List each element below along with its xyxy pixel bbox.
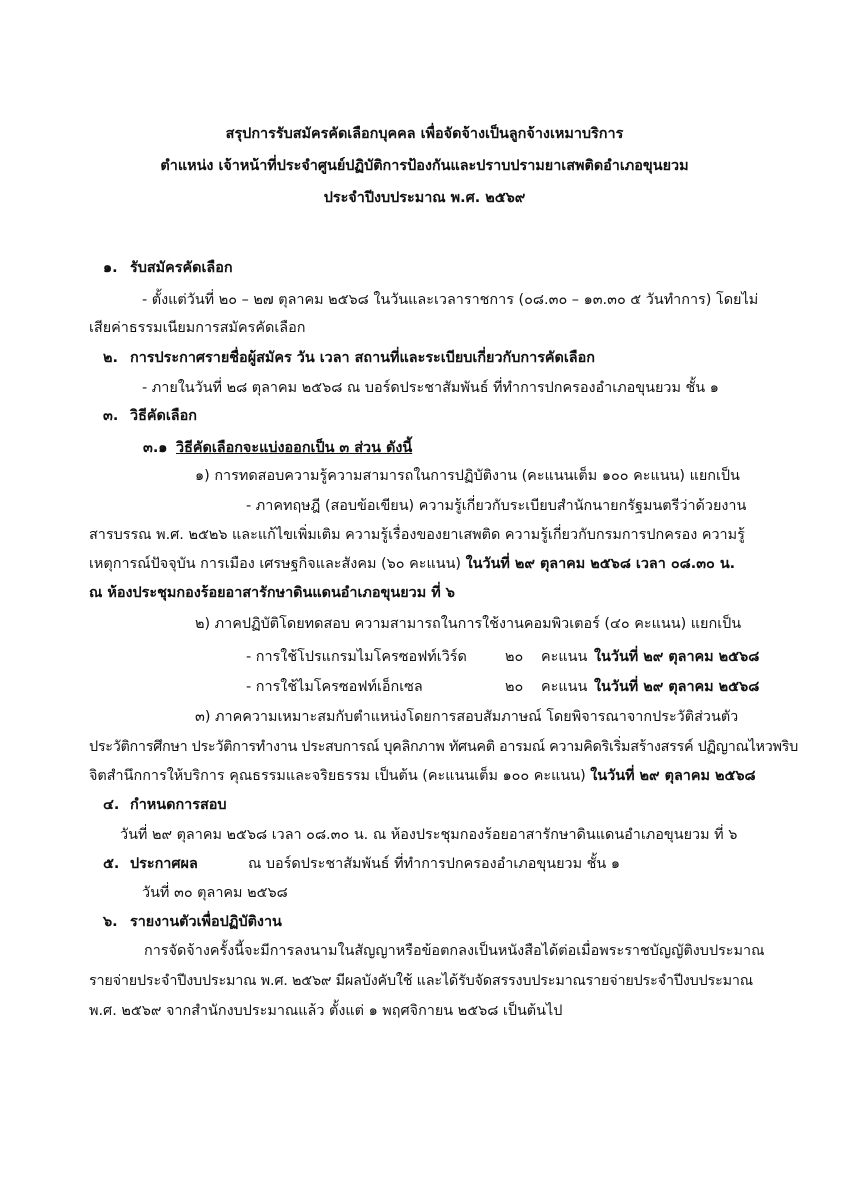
part-1-line-2: - ภาคทฤษฎี (สอบข้อเขียน) ความรู้เกี่ยวกับระเบียบสำนักนายกรัฐมนตรีว่าด้วยงาน <box>246 498 747 514</box>
part-2-item-excel-points: ๒๐ <box>505 679 524 695</box>
section-3-1-heading: วิธีคัดเลือกจะแบ่งออกเป็น ๓ ส่วน ดังนี้ <box>176 440 413 456</box>
section-6-line-2: รายจ่ายประจำปีงบประมาณ พ.ศ. ๒๕๖๙ มีผลบังคับใช้ และได้รับจัดสรรงบประมาณรายจ่ายประจำปีงบประมาณ <box>89 973 753 989</box>
part-3-line-3 <box>89 766 756 786</box>
section-6-number: ๖. <box>103 914 118 930</box>
section-5-line-1: วันที่ ๓๐ ตุลาคม ๒๕๖๘ <box>142 885 288 901</box>
section-3-1-number: ๓.๑ <box>143 440 168 456</box>
part-1-line-4-text: เหตุการณ์ปัจจุบัน การเมือง เศรษฐกิจและสังคม (๖๐ คะแนน) <box>89 556 466 572</box>
section-5-heading: ประกาศผล <box>130 856 198 872</box>
part-2-line-1: ๒) ภาคปฏิบัติโดยทดสอบ ความสามารถในการใช้งานคอมพิวเตอร์ (๔๐ คะแนน) แยกเป็น <box>195 616 742 632</box>
part-1-line-4 <box>89 554 735 574</box>
section-3-heading: วิธีคัดเลือก <box>130 408 197 424</box>
part-2-item-word-points: ๒๐ <box>505 649 524 665</box>
section-2-line-1: - ภายในวันที่ ๒๘ ตุลาคม ๒๕๖๘ ณ บอร์ดประชาสัมพันธ์ ที่ทำการปกครองอำเภอขุนยวม ชั้น ๑ <box>142 380 719 396</box>
section-1-number: ๑. <box>103 260 118 276</box>
section-1-line-1: - ตั้งแต่วันที่ ๒๐ – ๒๗ ตุลาคม ๒๕๖๘ ในวันและเวลาราชการ (๐๘.๓๐ – ๑๓.๓๐ ๕ วันทำการ) โดยไม่ <box>142 292 759 308</box>
part-2-item-word-label: - การใช้โปรแกรมไมโครซอฟท์เวิร์ด <box>246 649 467 665</box>
section-2-heading: การประกาศรายชื่อผู้สมัคร วัน เวลา สถานที่และระเบียบเกี่ยวกับการคัดเลือก <box>130 350 595 366</box>
part-3-line-3-text: จิตสำนึกการให้บริการ คุณธรรมและจริยธรรม เป็นต้น (คะแนนเต็ม ๑๐๐ คะแนน) <box>89 768 591 784</box>
title-line-2: ตำแหน่ง เจ้าหน้าที่ประจำศูนย์ปฏิบัติการป้องกันและปราบปรามยาเสพติดอำเภอขุนยวม <box>160 158 689 174</box>
part-2-item-excel-date: ในวันที่ ๒๙ ตุลาคม ๒๕๖๘ <box>594 679 760 695</box>
section-4-line-1: วันที่ ๒๙ ตุลาคม ๒๕๖๘ เวลา ๐๘.๓๐ น. ณ ห้องประชุมกองร้อยอาสารักษาดินแดนอำเภอขุนยวม ที่ ๖ <box>120 827 738 843</box>
part-2-item-word-date: ในวันที่ ๒๙ ตุลาคม ๒๕๖๘ <box>594 649 760 665</box>
part-2-item-excel-label: - การใช้ไมโครซอฟท์เอ็กเซล <box>246 679 423 695</box>
part-2-item-excel-unit: คะแนน <box>541 679 588 695</box>
section-1-heading: รับสมัครคัดเลือก <box>130 260 233 276</box>
section-6-line-3: พ.ศ. ๒๕๖๙ จากสำนักงบประมาณแล้ว ตั้งแต่ ๑ พฤศจิกายน ๒๕๖๘ เป็นต้นไป <box>89 1003 563 1019</box>
section-2-number: ๒. <box>103 350 118 366</box>
part-3-interview-date: ในวันที่ ๒๙ ตุลาคม ๒๕๖๘ <box>590 768 756 784</box>
part-3-line-2: ประวัติการศึกษา ประวัติการทำงาน ประสบการณ์ บุคลิกภาพ ทัศนคติ อารมณ์ ความคิดริเริ่มสร้างสรรค์ ปฏิญาณไหวพริบ <box>89 739 798 755</box>
part-3-line-1: ๓) ภาคความเหมาะสมกับตำแหน่งโดยการสอบสัมภาษณ์ โดยพิจารณาจากประวัติส่วนตัว <box>195 709 739 725</box>
section-4-heading: กำหนดการสอบ <box>130 797 227 813</box>
section-4-number: ๔. <box>103 797 120 813</box>
part-2-item-word-unit: คะแนน <box>541 649 588 665</box>
part-1-exam-venue: ณ ห้องประชุมกองร้อยอาสารักษาดินแดนอำเภอขุนยวม ที่ ๖ <box>89 585 455 601</box>
title-line-3: ประจำปีงบประมาณ พ.ศ. ๒๕๖๙ <box>323 190 526 206</box>
part-1-exam-date: ในวันที่ ๒๙ ตุลาคม ๒๕๖๘ เวลา ๐๘.๓๐ น. <box>465 556 736 572</box>
section-5-number: ๕. <box>103 856 120 872</box>
part-1-line-3: สารบรรณ พ.ศ. ๒๕๒๖ และแก้ไขเพิ่มเติม ความรู้เรื่องของยาเสพติด ความรู้เกี่ยวกับกรมการปกครอง ความรู้ <box>89 527 745 543</box>
section-5-place: ณ บอร์ดประชาสัมพันธ์ ที่ทำการปกครองอำเภอขุนยวม ชั้น ๑ <box>248 856 620 872</box>
part-1-line-1: ๑) การทดสอบความรู้ความสามารถในการปฏิบัติงาน (คะแนนเต็ม ๑๐๐ คะแนน) แยกเป็น <box>195 468 740 484</box>
section-3-number: ๓. <box>103 408 119 424</box>
section-6-line-1: การจัดจ้างครั้งนี้จะมีการลงนามในสัญญาหรือข้อตกลงเป็นหนังสือได้ต่อเมื่อพระราชบัญญัติงบประมาณ <box>144 943 765 959</box>
section-6-heading: รายงานตัวเพื่อปฏิบัติงาน <box>130 914 282 930</box>
title-line-1: สรุปการรับสมัครคัดเลือกบุคคล เพื่อจัดจ้างเป็นลูกจ้างเหมาบริการ <box>225 126 624 142</box>
section-1-line-2: เสียค่าธรรมเนียมการสมัครคัดเลือก <box>89 320 306 336</box>
